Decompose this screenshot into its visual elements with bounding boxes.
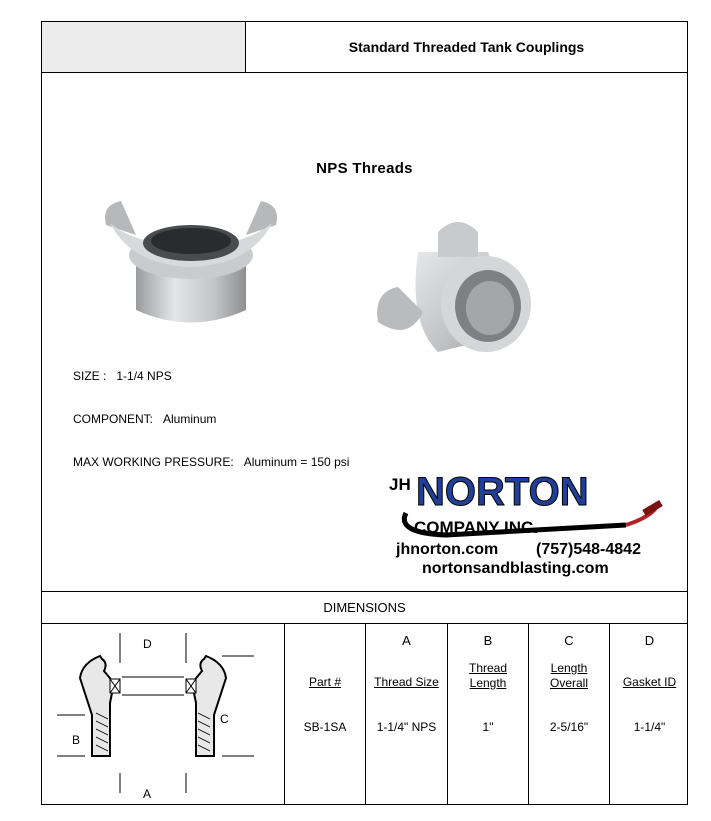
header-blank-cell: [42, 22, 246, 73]
logo-jh: JH: [389, 475, 411, 494]
pressure-value: Aluminum = 150 psi: [243, 455, 350, 469]
diagram-label-b: B: [72, 733, 81, 747]
diagram-label-c: C: [220, 712, 229, 726]
column-thread-length: [447, 623, 528, 805]
column-part-number: [284, 623, 365, 805]
column-header: Part #: [308, 675, 341, 689]
column-header: Length Overall: [549, 661, 588, 690]
component-value: Aluminum: [163, 412, 217, 426]
column-value: SB-1SA: [303, 720, 347, 734]
coupling-photo-side: [368, 212, 538, 362]
column-header: Thread Length: [468, 661, 508, 690]
logo-phone: (757)548-4842: [536, 541, 641, 558]
pressure-spec: [73, 455, 349, 469]
spec-sheet: [41, 21, 688, 805]
logo-brand: NORTON: [416, 470, 589, 514]
component-label: COMPONENT:: [73, 412, 154, 426]
column-value: 1-1/4": [633, 720, 666, 734]
coupling-photo-front: [96, 195, 286, 330]
column-value: 1": [482, 720, 494, 734]
coupling-cross-section-diagram: [52, 623, 282, 803]
size-value: 1-1/4 NPS: [116, 369, 172, 383]
logo-website-2: nortonsandblasting.com: [422, 560, 609, 577]
column-length-overall: [528, 623, 609, 805]
column-value: 2-5/16": [549, 720, 589, 734]
column-thread-size: [365, 623, 447, 805]
diagram-label-d: D: [143, 637, 152, 651]
thread-type-heading: NPS Threads: [316, 160, 413, 177]
page-title: Standard Threaded Tank Couplings: [246, 22, 687, 73]
logo-company: COMPANY INC.: [414, 518, 539, 537]
column-header: Thread Size: [374, 675, 439, 689]
column-letter: D: [644, 633, 655, 648]
dimensions-heading: DIMENSIONS: [42, 591, 687, 624]
logo-website: jhnorton.com: [396, 541, 499, 558]
column-letter: A: [402, 633, 411, 648]
column-gasket-id: [609, 623, 689, 805]
size-label: SIZE :: [73, 369, 107, 383]
column-letter: B: [483, 633, 493, 648]
jh-norton-logo: [386, 463, 676, 578]
component-spec: [73, 412, 216, 426]
column-value: 1-1/4" NPS: [376, 720, 437, 734]
pressure-label: MAX WORKING PRESSURE:: [73, 455, 234, 469]
diagram-label-a: A: [143, 787, 152, 801]
size-spec: [73, 369, 172, 383]
column-header: Gasket ID: [622, 675, 677, 689]
column-letter: C: [564, 633, 574, 648]
